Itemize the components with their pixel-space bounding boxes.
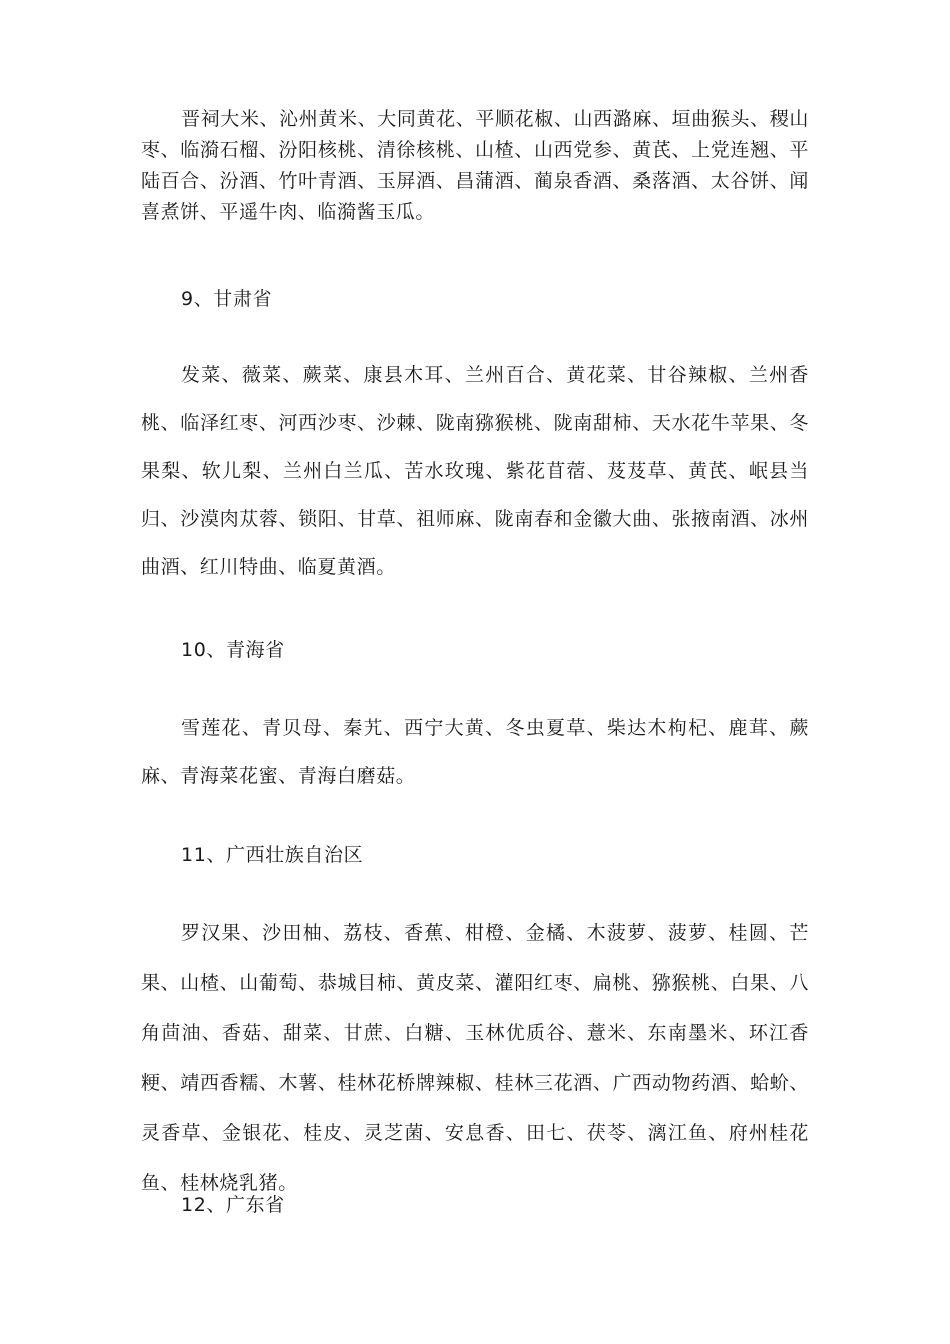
section-heading-gansu: 9、甘肃省 xyxy=(181,288,273,310)
guangxi-products-paragraph: 罗汉果、沙田柚、荔枝、香蕉、柑橙、金橘、木菠萝、菠萝、桂圆、芒果、山楂、山葡萄、恭城目柿、黄皮菜、灌阳红枣、扁桃、猕猴桃、白果、八角茴油、香菇、甜菜、甘蔗、白糖、玉林优质谷、薏米、东南墨米、环江香粳、靖西香糯、木薯、桂林花桥牌辣椒、桂林三花酒、广西动物药酒、蛤蚧、灵香草、金银花、桂皮、灵芝菌、安息香、田七、茯苓、漓江鱼、府州桂花鱼、桂林烧乳猪。 xyxy=(141,922,809,1194)
gansu-products-paragraph: 发菜、薇菜、蕨菜、康县木耳、兰州百合、黄花菜、甘谷辣椒、兰州香桃、临泽红枣、河西沙枣、沙棘、陇南猕猴桃、陇南甜柿、天水花牛苹果、冬果梨、软儿梨、兰州白兰瓜、苦水玫瑰、紫花苜蓿、芨芨草、黄芪、岷县当归、沙漠肉苁蓉、锁阳、甘草、祖师麻、陇南春和金徽大曲、张掖南酒、冰州曲酒、红川特曲、临夏黄酒。 xyxy=(141,364,809,578)
section-heading-qinghai: 10、青海省 xyxy=(181,639,285,661)
section-heading-guangxi: 11、广西壮族自治区 xyxy=(181,844,364,866)
qinghai-products-paragraph: 雪莲花、青贝母、秦艽、西宁大黄、冬虫夏草、柴达木枸杞、鹿茸、蕨麻、青海菜花蜜、青海白磨菇。 xyxy=(141,717,809,787)
section-heading-guangdong: 12、广东省 xyxy=(181,1194,285,1216)
shanxi-products-paragraph: 晋祠大米、沁州黄米、大同黄花、平顺花椒、山西潞麻、垣曲猴头、稷山枣、临漪石榴、汾阳核桃、清徐核桃、山楂、山西党参、黄芪、上党连翘、平陆百合、汾酒、竹叶青酒、玉屏酒、昌蒲酒、蔺泉香酒、桑落酒、太谷饼、闻喜煮饼、平遥牛肉、临漪酱玉瓜。 xyxy=(141,108,809,223)
